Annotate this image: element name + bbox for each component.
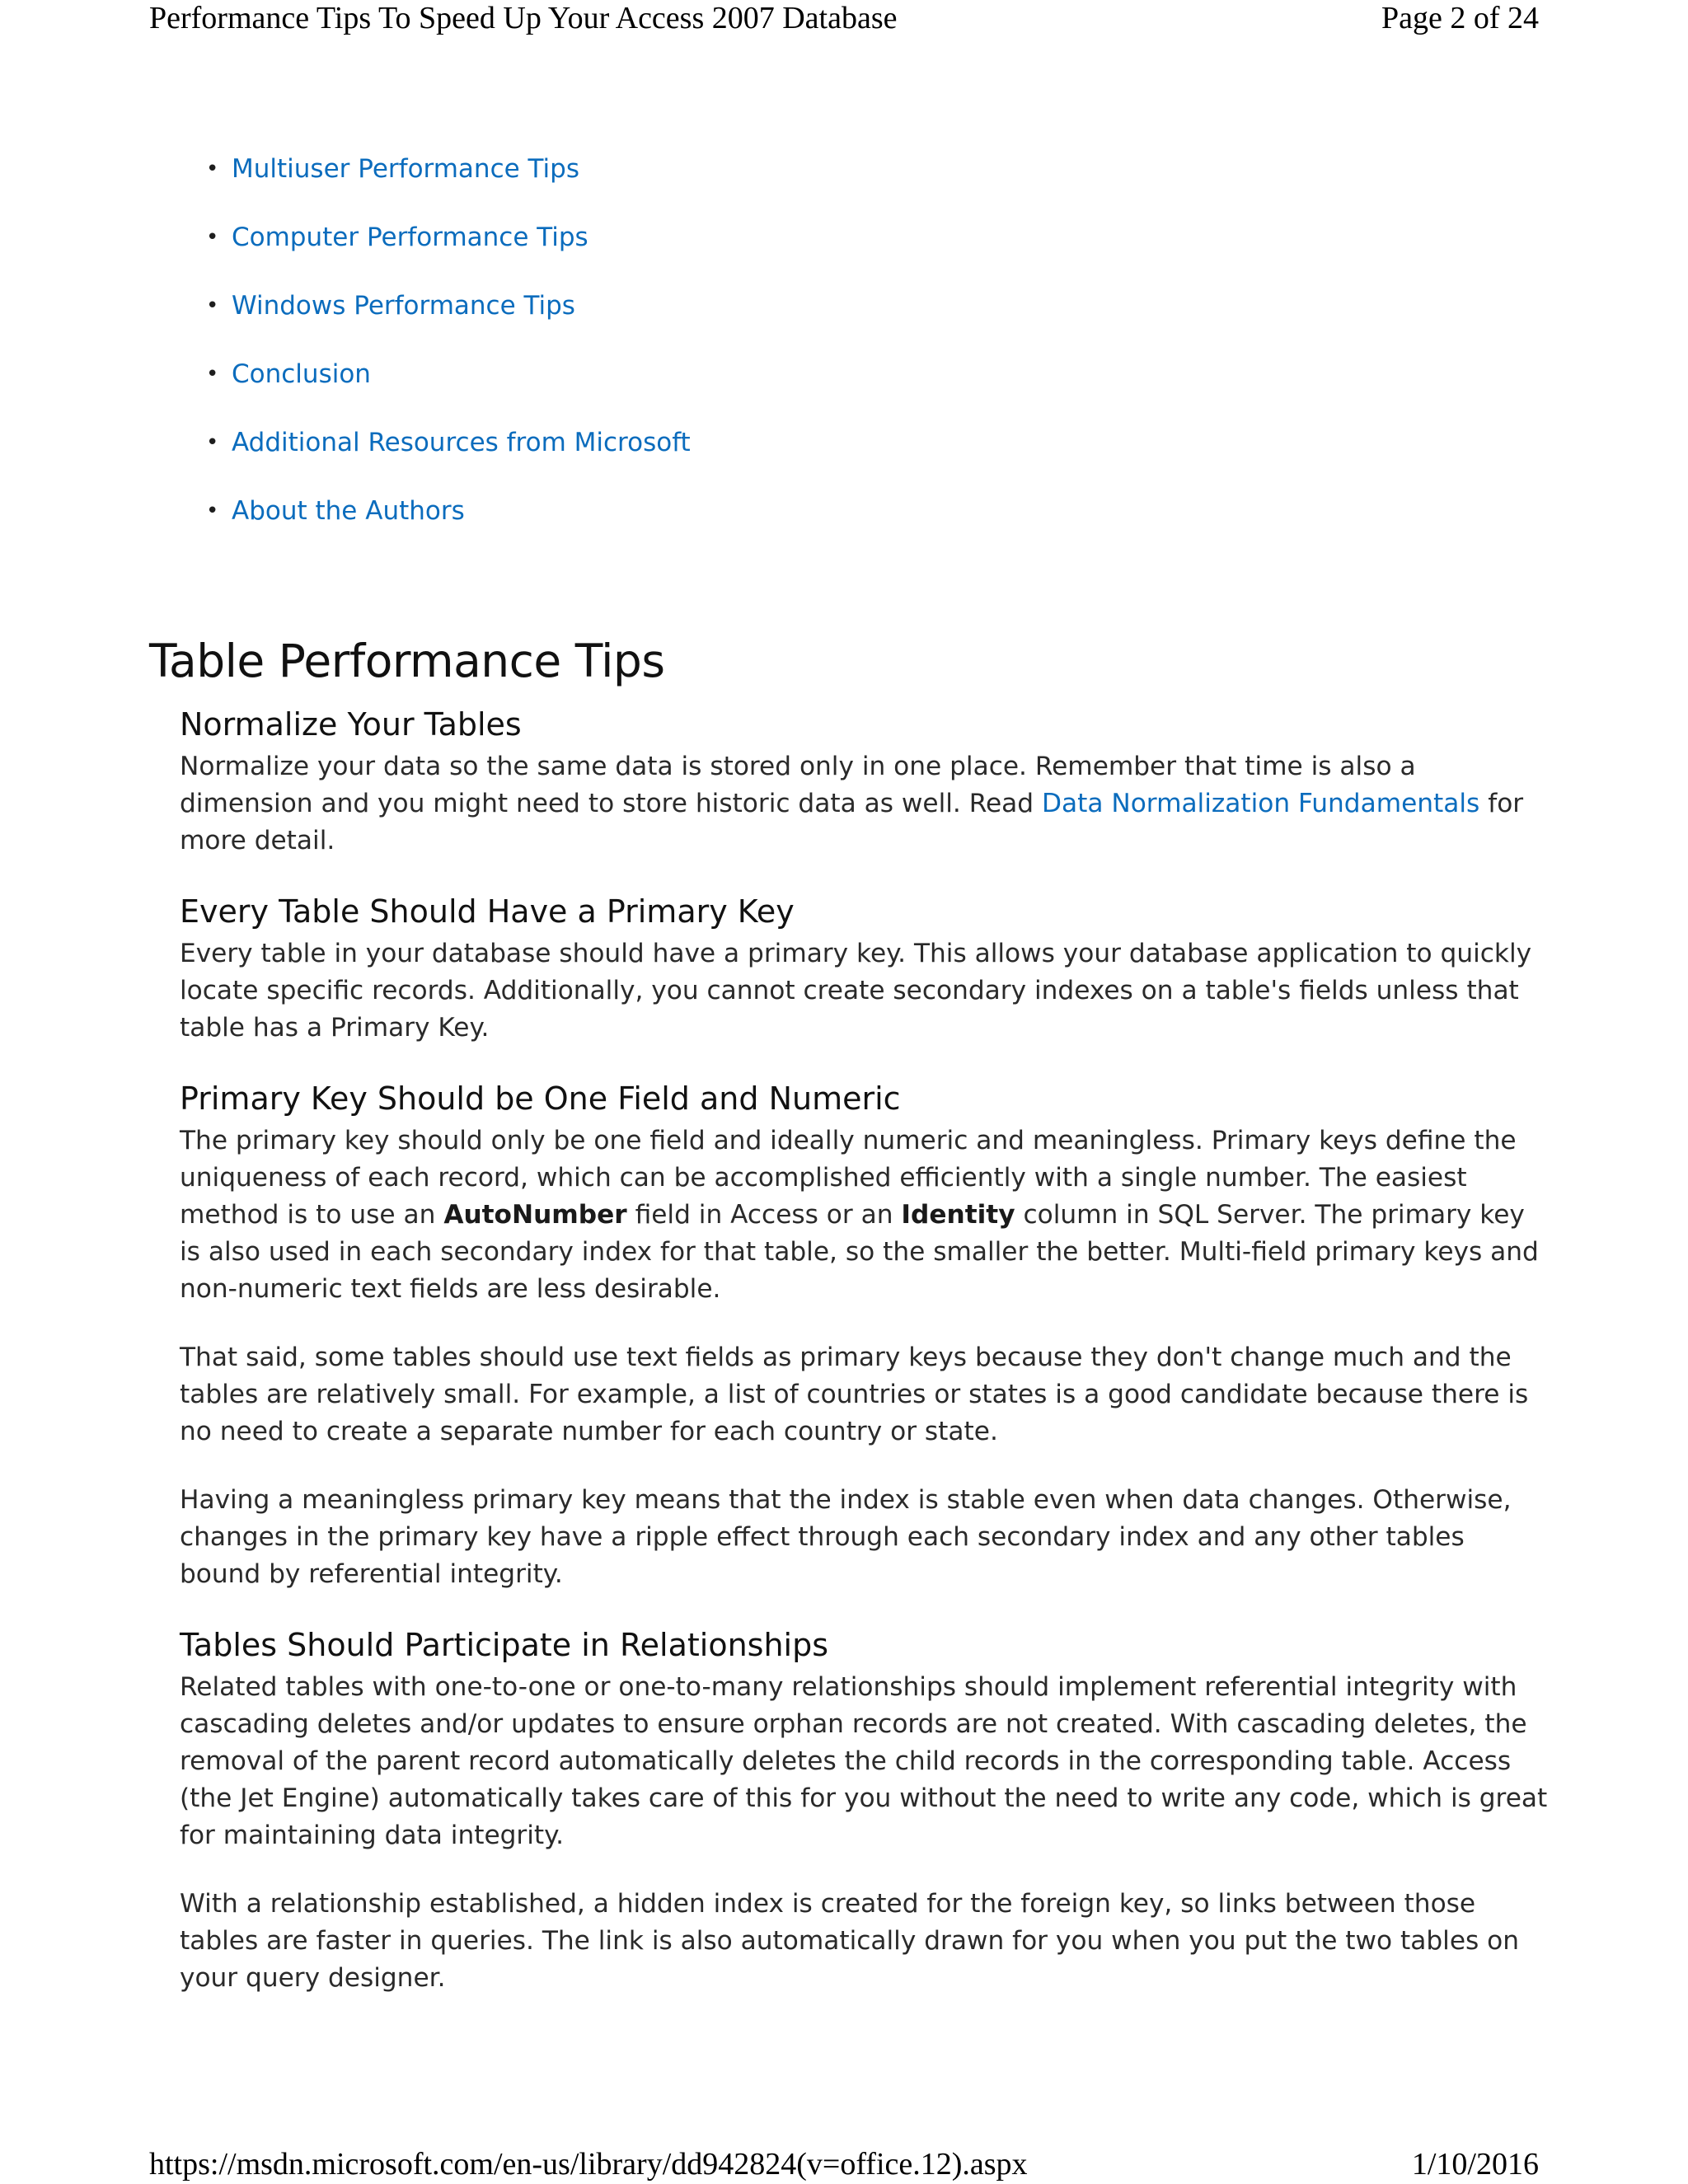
bold-autonumber: AutoNumber xyxy=(443,1200,627,1230)
bullet-icon: • xyxy=(206,430,219,455)
heading-normalize: Normalize Your Tables xyxy=(180,706,522,743)
paragraph-one-field xyxy=(180,1122,1548,1308)
bold-identity: Identity xyxy=(901,1200,1015,1230)
section-one-field xyxy=(180,1075,1548,1593)
bullet-icon: • xyxy=(206,225,219,250)
bullet-icon: • xyxy=(206,157,219,181)
paragraph-normalize xyxy=(180,748,1548,860)
section-normalize xyxy=(180,701,1548,860)
heading-relationships: Tables Should Participate in Relationships xyxy=(180,1627,829,1663)
paragraph-relationships: Related tables with one-to-one or one-to-many relationships should implement referential integrity with cascading deletes and/or updates to ensure orphan records are not created. With cascading deletes, the removal of the parent record automatically deletes the child records in the corresponding table. Access (the Jet Engine) automatically takes care of this for you without the need to write any code, which is great for maintaining data integrity. xyxy=(180,1672,1548,1850)
heading-primary-key: Every Table Should Have a Primary Key xyxy=(180,893,795,930)
source-url: https://msdn.microsoft.com/en-us/library/dd942824(v=office.12).aspx xyxy=(149,2147,1028,2182)
text-run: column in SQL Server. The primary key is also used in each secondary index for that table, so the smaller the better. Multi-field primary keys and non-numeric text fields are less desirable. xyxy=(180,1200,1539,1304)
paragraph-text-keys: That said, some tables should use text fields as primary keys because they don't change much and the tables are relatively small. For example, a list of countries or states is a good candidate because there is no need to create a separate number for each country or state. xyxy=(180,1343,1529,1446)
toc-link-resources[interactable]: Additional Resources from Microsoft xyxy=(232,428,691,457)
paragraph-primary-key: Every table in your database should have a primary key. This allows your database application to quickly locate specific records. Additionally, you cannot create secondary indexes on a table's fields unless that table has a Primary Key. xyxy=(180,939,1532,1043)
bullet-icon: • xyxy=(206,293,219,318)
section-title: Table Performance Tips xyxy=(149,635,665,687)
text-run: The primary key should only be one field and ideally numeric and meaningless. Primary keys define the uniqueness of each record, which can be accomplished efficiently with a single number. The easiest method is to use an xyxy=(180,1126,1517,1230)
print-date: 1/10/2016 xyxy=(1411,2147,1539,2182)
heading-one-field: Primary Key Should be One Field and Numeric xyxy=(180,1080,901,1117)
toc-link-conclusion[interactable]: Conclusion xyxy=(232,359,371,389)
bullet-icon: • xyxy=(206,499,219,523)
text-run: Normalize your data so the same data is stored only in one place. Remember that time is also a dimension and you might need to store historic data as well. Read xyxy=(180,752,1416,818)
bullet-icon: • xyxy=(206,362,219,387)
section-relationships xyxy=(180,1621,1548,1997)
paragraph-meaningless-key: Having a meaningless primary key means that the index is stable even when data changes. Otherwise, changes in the primary key have a ripple effect through each secondary index and any other tables bound by referential integrity. xyxy=(180,1485,1512,1589)
toc-link-multiuser[interactable]: Multiuser Performance Tips xyxy=(232,154,579,184)
document-title: Performance Tips To Speed Up Your Access 2007 Database xyxy=(149,1,898,35)
section-primary-key xyxy=(180,888,1548,1047)
article-content xyxy=(149,626,1548,1997)
toc-link-windows[interactable]: Windows Performance Tips xyxy=(232,291,575,321)
page-number: Page 2 of 24 xyxy=(1381,1,1539,35)
link-data-normalization[interactable]: Data Normalization Fundamentals xyxy=(1042,789,1480,818)
toc-link-computer[interactable]: Computer Performance Tips xyxy=(232,223,588,252)
toc-link-authors[interactable]: About the Authors xyxy=(232,496,465,526)
text-run: field in Access or an xyxy=(626,1200,902,1230)
paragraph-hidden-index: With a relationship established, a hidden index is created for the foreign key, so links between those tables are faster in queries. The link is also automatically drawn for you when you put the two tables on your query designer. xyxy=(180,1889,1520,1993)
text-run: for more detail. xyxy=(180,789,1524,855)
